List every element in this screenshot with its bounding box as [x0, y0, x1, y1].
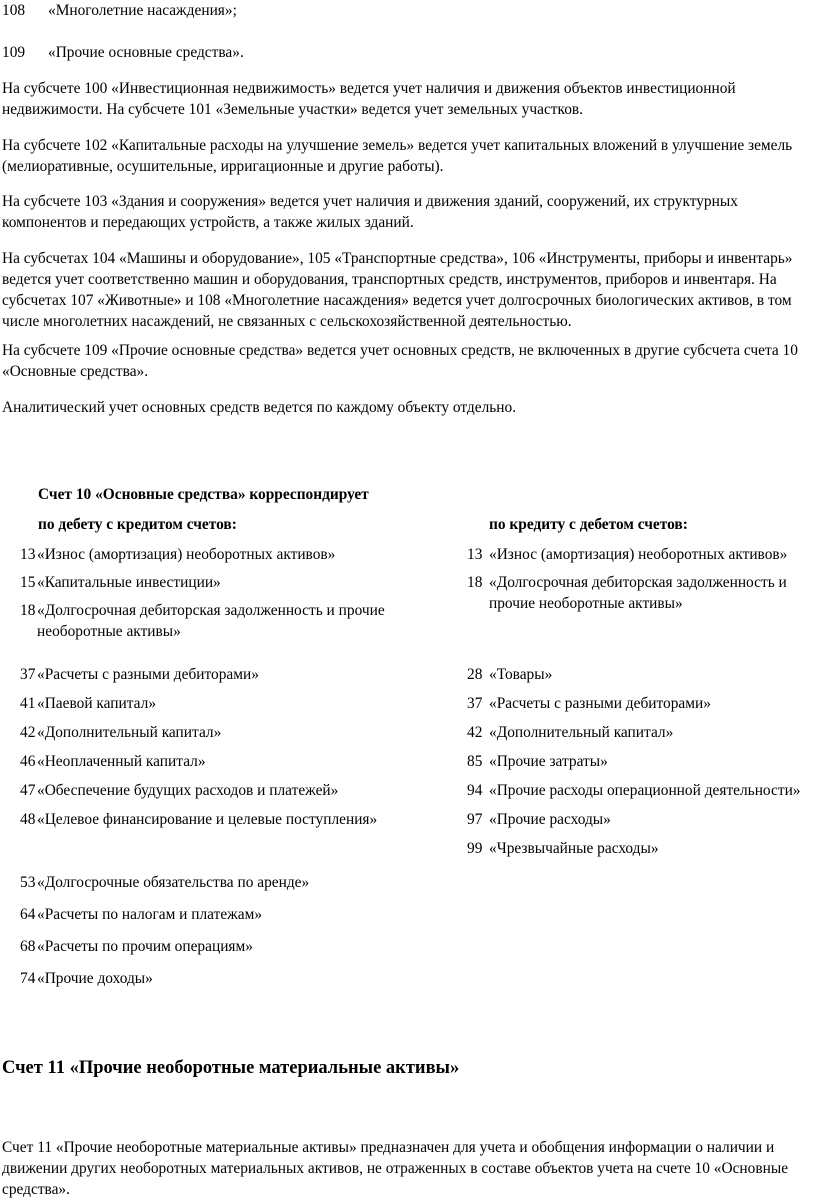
paragraph-subaccounts-100-101: На субсчете 100 «Инвестиционная недвижимость» ведется учет наличия и движения объектов инвестиционной недвижимости. На субсчете 101 «Земельные участки» ведется учет земельных участков.: [2, 80, 736, 118]
list-item-text: «Многолетние насаждения»;: [48, 2, 237, 19]
account-number: 37: [467, 695, 483, 712]
correspondence-title: Счет 10 «Основные средства» корреспондирует: [38, 486, 369, 503]
account-name: «Расчеты с разными дебиторами»: [37, 666, 259, 683]
account-name: «Дополнительный капитал»: [37, 724, 222, 741]
account-name: «Неоплаченный капитал»: [37, 753, 206, 770]
paragraph-subaccount-109: На субсчете 109 «Прочие основные средства» ведется учет основных средств, не включенных в другие субсчета счета 10 «Основные средства».: [2, 342, 798, 380]
account-number: 48: [20, 811, 36, 828]
account-number: 42: [467, 724, 483, 741]
account-number: 64: [20, 906, 36, 923]
account-number: 18: [467, 574, 483, 591]
account-name: «Прочие расходы операционной деятельности»: [489, 782, 801, 799]
account-number: 74: [20, 970, 36, 987]
account-name: «Расчеты по налогам и платежам»: [37, 906, 263, 923]
account-number: 13: [20, 546, 36, 563]
paragraph-subaccount-102: На субсчете 102 «Капитальные расходы на улучшение земель» ведется учет капитальных вложений в улучшение земель (мелиоративные, осушительные, ирригационные и другие работы).: [2, 137, 793, 175]
account-name: «Дополнительный капитал»: [489, 724, 674, 741]
account-number: 99: [467, 840, 483, 857]
account-name: «Износ (амортизация) необоротных активов»: [37, 546, 336, 563]
account-name: «Прочие расходы»: [489, 811, 611, 828]
account-name: «Паевой капитал»: [37, 695, 157, 712]
account-name: «Прочие доходы»: [37, 970, 153, 987]
paragraph-subaccounts-104-108: На субсчетах 104 «Машины и оборудование», 105 «Транспортные средства», 106 «Инструменты, приборы и инвентарь» ведется учет соответственно машин и оборудования, транспортных средств, инструментов, приборов и инвентаря. На субсчетах 107 «Животные» и 108 «Многолетние насаждения» ведется учет долгосрочных биологических активов, в том числе многолетних насаждений, не связанных с сельскохозяйственной деятельностью.: [2, 250, 793, 330]
account-number: 68: [20, 938, 36, 955]
account-name: «Обеспечение будущих расходов и платежей»: [37, 782, 339, 799]
section-heading-account-11: Счет 11 «Прочие необоротные материальные активы»: [2, 1058, 460, 1078]
account-number: 15: [20, 574, 36, 591]
account-number: 13: [467, 546, 483, 563]
list-item-number: 108: [2, 2, 26, 19]
account-number: 47: [20, 782, 36, 799]
credit-column-header: по кредиту с дебетом счетов:: [489, 516, 688, 533]
account-number: 85: [467, 753, 483, 770]
paragraph-subaccount-103: На субсчете 103 «Здания и сооружения» ведется учет наличия и движения зданий, сооружений, их структурных компонентов и передающих устройств, а также жилых зданий.: [2, 193, 738, 231]
account-name: «Прочие затраты»: [489, 753, 608, 770]
account-name: «Износ (амортизация) необоротных активов»: [489, 546, 788, 563]
account-name: «Расчеты по прочим операциям»: [37, 938, 253, 955]
paragraph-analytical-accounting: Аналитический учет основных средств ведется по каждому объекту отдельно.: [2, 399, 517, 416]
account-name: «Расчеты с разными дебиторами»: [489, 695, 711, 712]
account-name: «Целевое финансирование и целевые поступления»: [37, 811, 378, 828]
paragraph-account-11: Счет 11 «Прочие необоротные материальные активы» предназначен для учета и обобщения информации о наличии и движении других необоротных материальных активов, не отраженных в составе объектов учета на счете 10 «Основные средства».: [2, 1139, 789, 1198]
account-number: 28: [467, 666, 483, 683]
account-name: «Капитальные инвестиции»: [37, 574, 221, 591]
account-number: 42: [20, 724, 36, 741]
list-item-number: 109: [2, 44, 26, 61]
account-name: «Чрезвычайные расходы»: [489, 840, 659, 857]
account-number: 46: [20, 753, 36, 770]
account-name: «Товары»: [489, 666, 553, 683]
account-number: 41: [20, 695, 36, 712]
account-number: 18: [20, 602, 36, 619]
account-name: «Долгосрочная дебиторская задолженность и прочие необоротные активы»: [37, 602, 385, 640]
account-number: 53: [20, 874, 36, 891]
account-name: «Долгосрочная дебиторская задолженность и прочие необоротные активы»: [489, 574, 787, 612]
account-number: 97: [467, 811, 483, 828]
list-item-text: «Прочие основные средства».: [48, 44, 244, 61]
account-number: 94: [467, 782, 483, 799]
account-number: 37: [20, 666, 36, 683]
debit-column-header: по дебету с кредитом счетов:: [38, 516, 237, 533]
account-name: «Долгосрочные обязательства по аренде»: [37, 874, 310, 891]
